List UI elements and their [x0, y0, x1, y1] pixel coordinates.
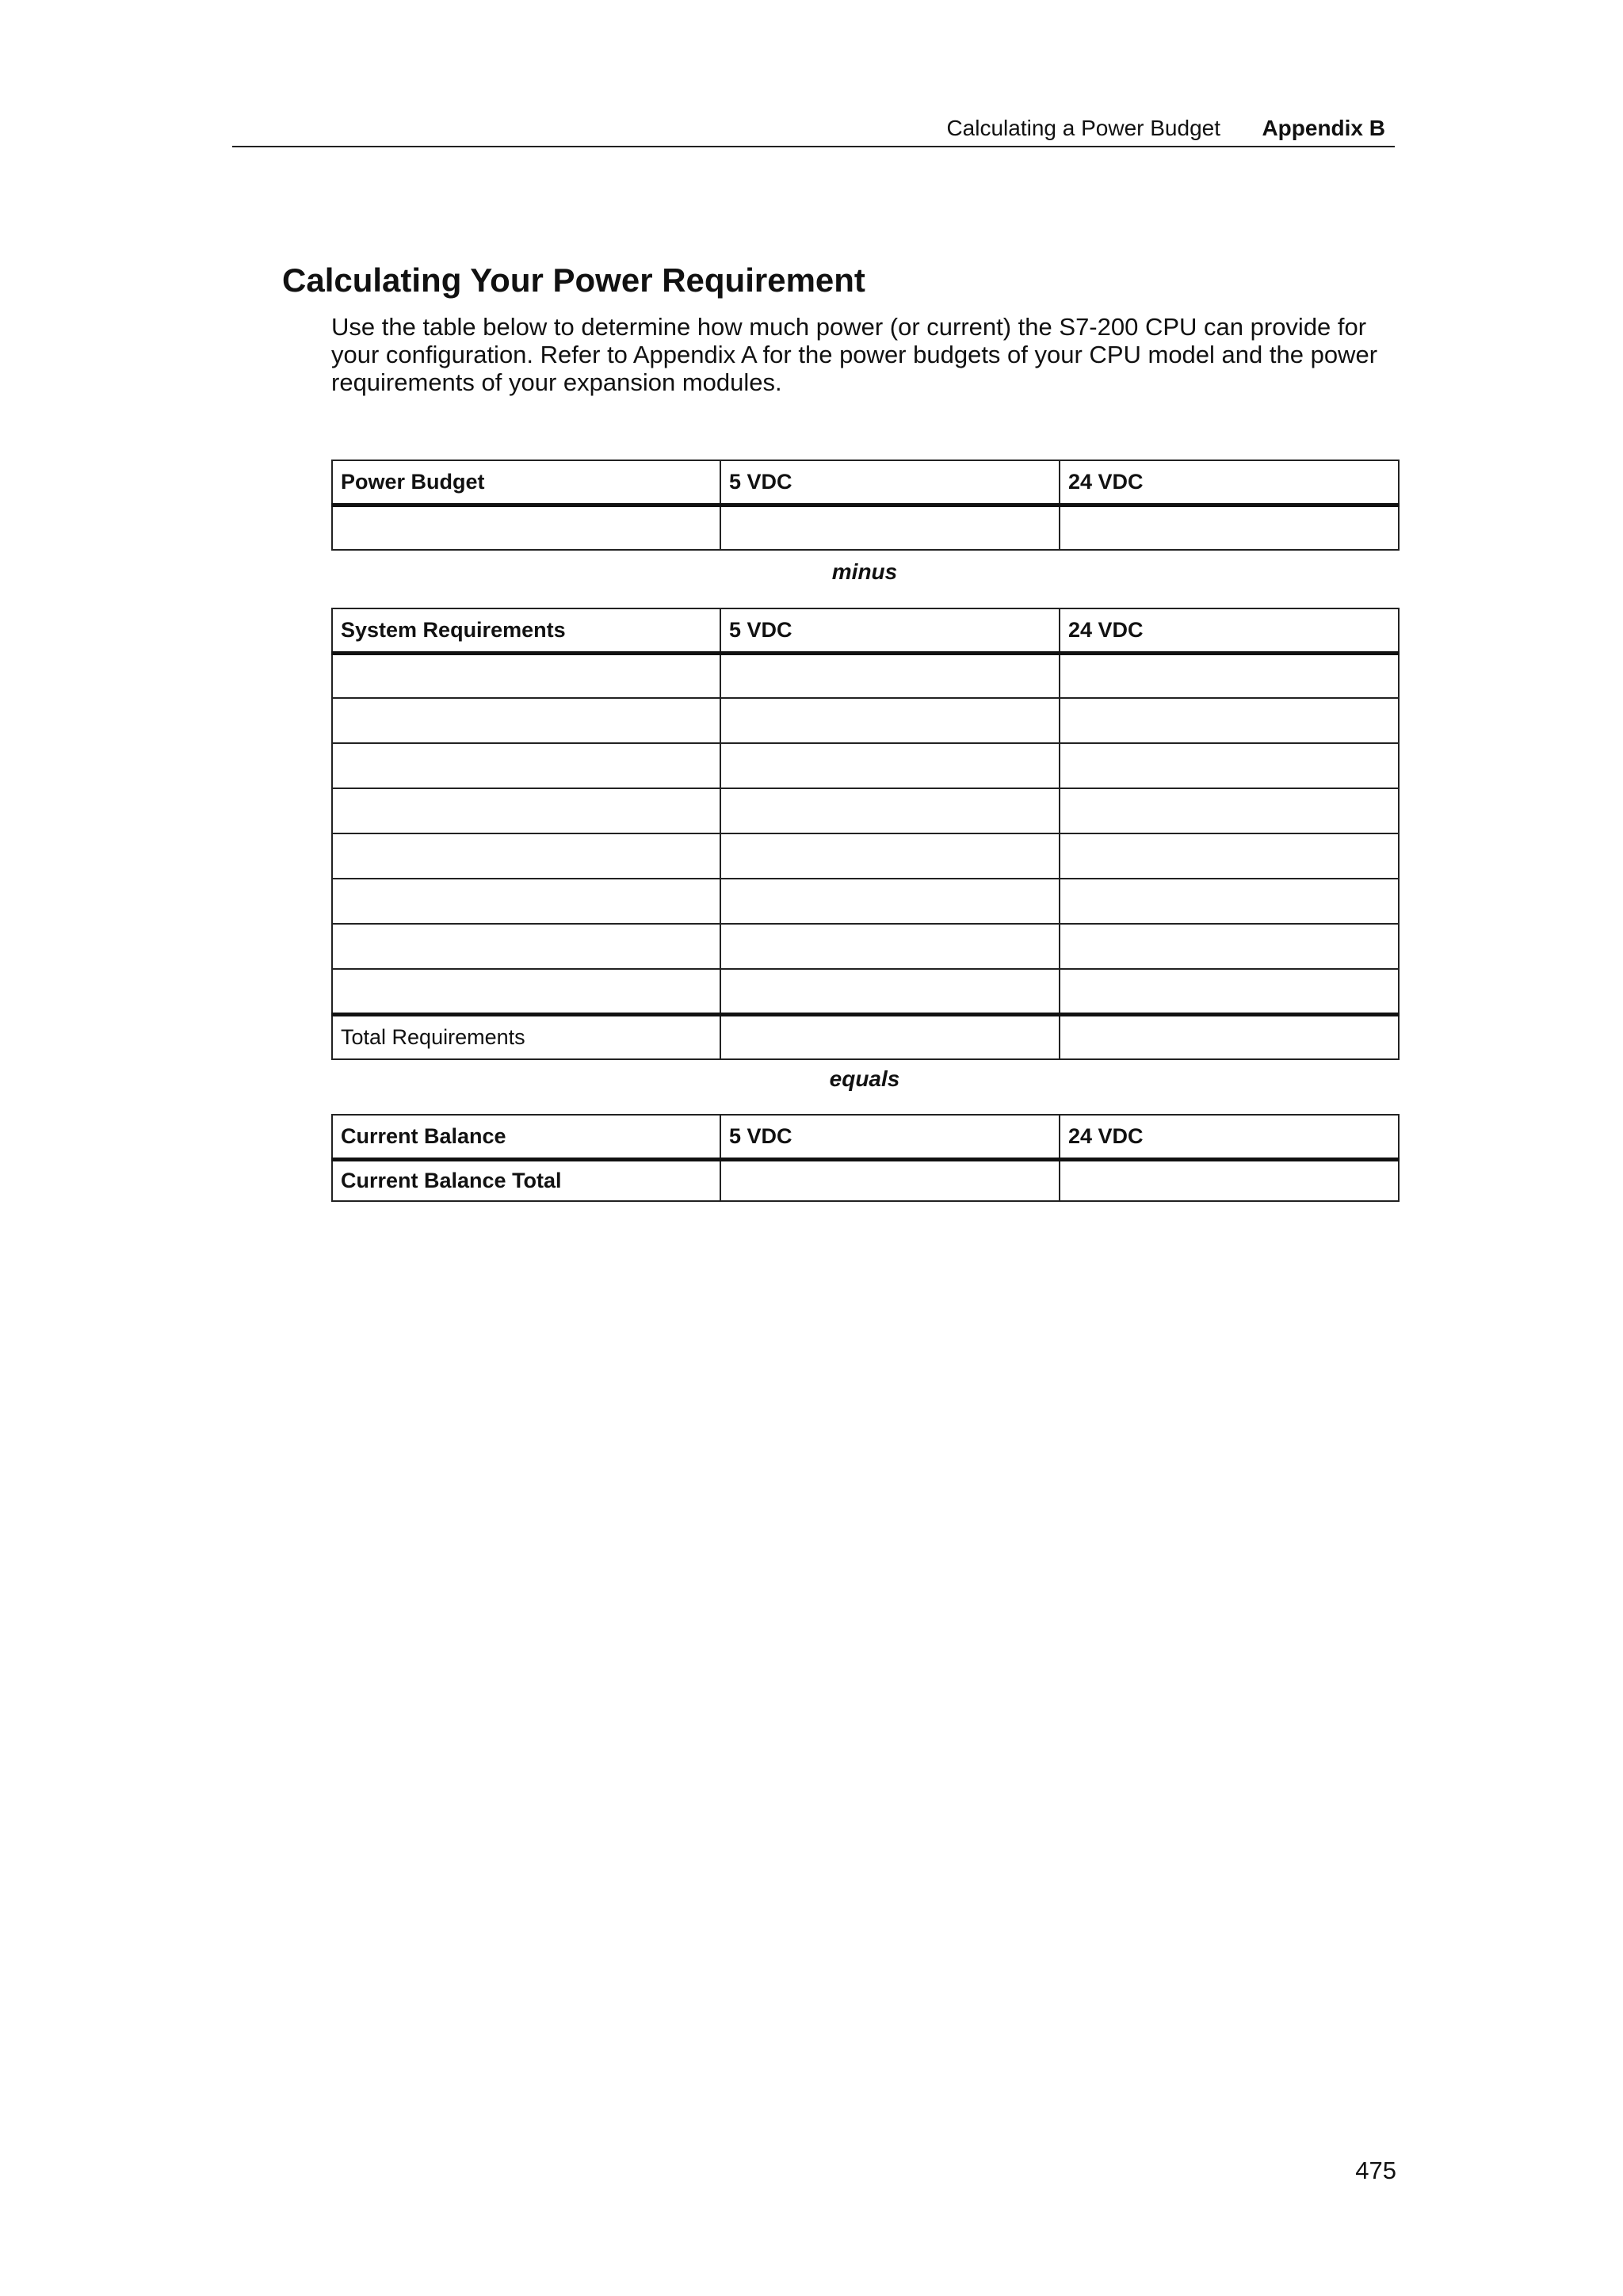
- table-row: [332, 1159, 1399, 1201]
- table-cell[interactable]: [720, 743, 1060, 788]
- table-header-cell: 24 VDC: [1060, 1115, 1399, 1159]
- table-cell[interactable]: [720, 924, 1060, 969]
- table-header-cell: 5 VDC: [720, 608, 1060, 653]
- table-cell[interactable]: [720, 879, 1060, 924]
- table-row: [332, 505, 1399, 550]
- table-cell[interactable]: [1060, 833, 1399, 879]
- table-header-cell: System Requirements: [332, 608, 720, 653]
- table-row: [332, 924, 1399, 969]
- total-requirements-label: Total Requirements: [332, 1014, 720, 1059]
- running-header: [232, 111, 1395, 147]
- table-cell[interactable]: [720, 698, 1060, 743]
- table-header-row: [332, 608, 1399, 653]
- header-appendix-label: Appendix B: [1262, 116, 1385, 140]
- table-cell[interactable]: [1060, 879, 1399, 924]
- table-cell[interactable]: [720, 1014, 1060, 1059]
- table-cell[interactable]: [332, 788, 720, 833]
- table-cell[interactable]: [720, 1159, 1060, 1201]
- table-header-cell: 5 VDC: [720, 1115, 1060, 1159]
- power-budget-table: [331, 460, 1400, 551]
- table-header-row: [332, 1115, 1399, 1159]
- page-number: 475: [1355, 2157, 1396, 2184]
- table-cell[interactable]: [332, 653, 720, 698]
- table-row: [332, 879, 1399, 924]
- table-header-cell: Power Budget: [332, 460, 720, 505]
- table-row: [332, 788, 1399, 833]
- table-cell[interactable]: [1060, 924, 1399, 969]
- system-requirements-table: [331, 608, 1400, 1060]
- table-cell[interactable]: [1060, 743, 1399, 788]
- table-cell[interactable]: [332, 969, 720, 1014]
- table-row: [332, 743, 1399, 788]
- table-row: [332, 833, 1399, 879]
- table-row: [332, 969, 1399, 1014]
- table-header-cell: Current Balance: [332, 1115, 720, 1159]
- header-section-name: Calculating a Power Budget: [946, 116, 1220, 140]
- table-cell[interactable]: [332, 743, 720, 788]
- table-cell[interactable]: [720, 653, 1060, 698]
- table-cell[interactable]: [1060, 969, 1399, 1014]
- table-cell[interactable]: [332, 698, 720, 743]
- table-cell[interactable]: [332, 833, 720, 879]
- table-cell[interactable]: [1060, 505, 1399, 550]
- table-cell[interactable]: [1060, 698, 1399, 743]
- current-balance-table: [331, 1114, 1400, 1202]
- current-balance-total-label: Current Balance Total: [332, 1159, 720, 1201]
- table-cell[interactable]: [720, 505, 1060, 550]
- table-cell[interactable]: [720, 833, 1060, 879]
- table-cell[interactable]: [720, 788, 1060, 833]
- table-cell[interactable]: [1060, 788, 1399, 833]
- page-title: Calculating Your Power Requirement: [282, 261, 865, 299]
- table-header-cell: 5 VDC: [720, 460, 1060, 505]
- table-cell[interactable]: [1060, 1014, 1399, 1059]
- table-cell[interactable]: [1060, 653, 1399, 698]
- equals-label: equals: [829, 1066, 900, 1091]
- minus-label: minus: [831, 559, 898, 584]
- table-cell[interactable]: [332, 879, 720, 924]
- table-cell[interactable]: [720, 969, 1060, 1014]
- table-header-cell: 24 VDC: [1060, 608, 1399, 653]
- table-row: [332, 653, 1399, 698]
- table-cell[interactable]: [1060, 1159, 1399, 1201]
- table-cell[interactable]: [332, 924, 720, 969]
- total-requirements-row: [332, 1014, 1399, 1059]
- table-cell[interactable]: [332, 505, 720, 550]
- table-header-row: [332, 460, 1399, 505]
- intro-paragraph: Use the table below to determine how much power (or current) the S7-200 CPU can provide for your configuration. Refer to Appendix A for the power budgets of your CPU model and the power requirements of your expansion modules.: [331, 313, 1378, 396]
- table-header-cell: 24 VDC: [1060, 460, 1399, 505]
- table-row: [332, 698, 1399, 743]
